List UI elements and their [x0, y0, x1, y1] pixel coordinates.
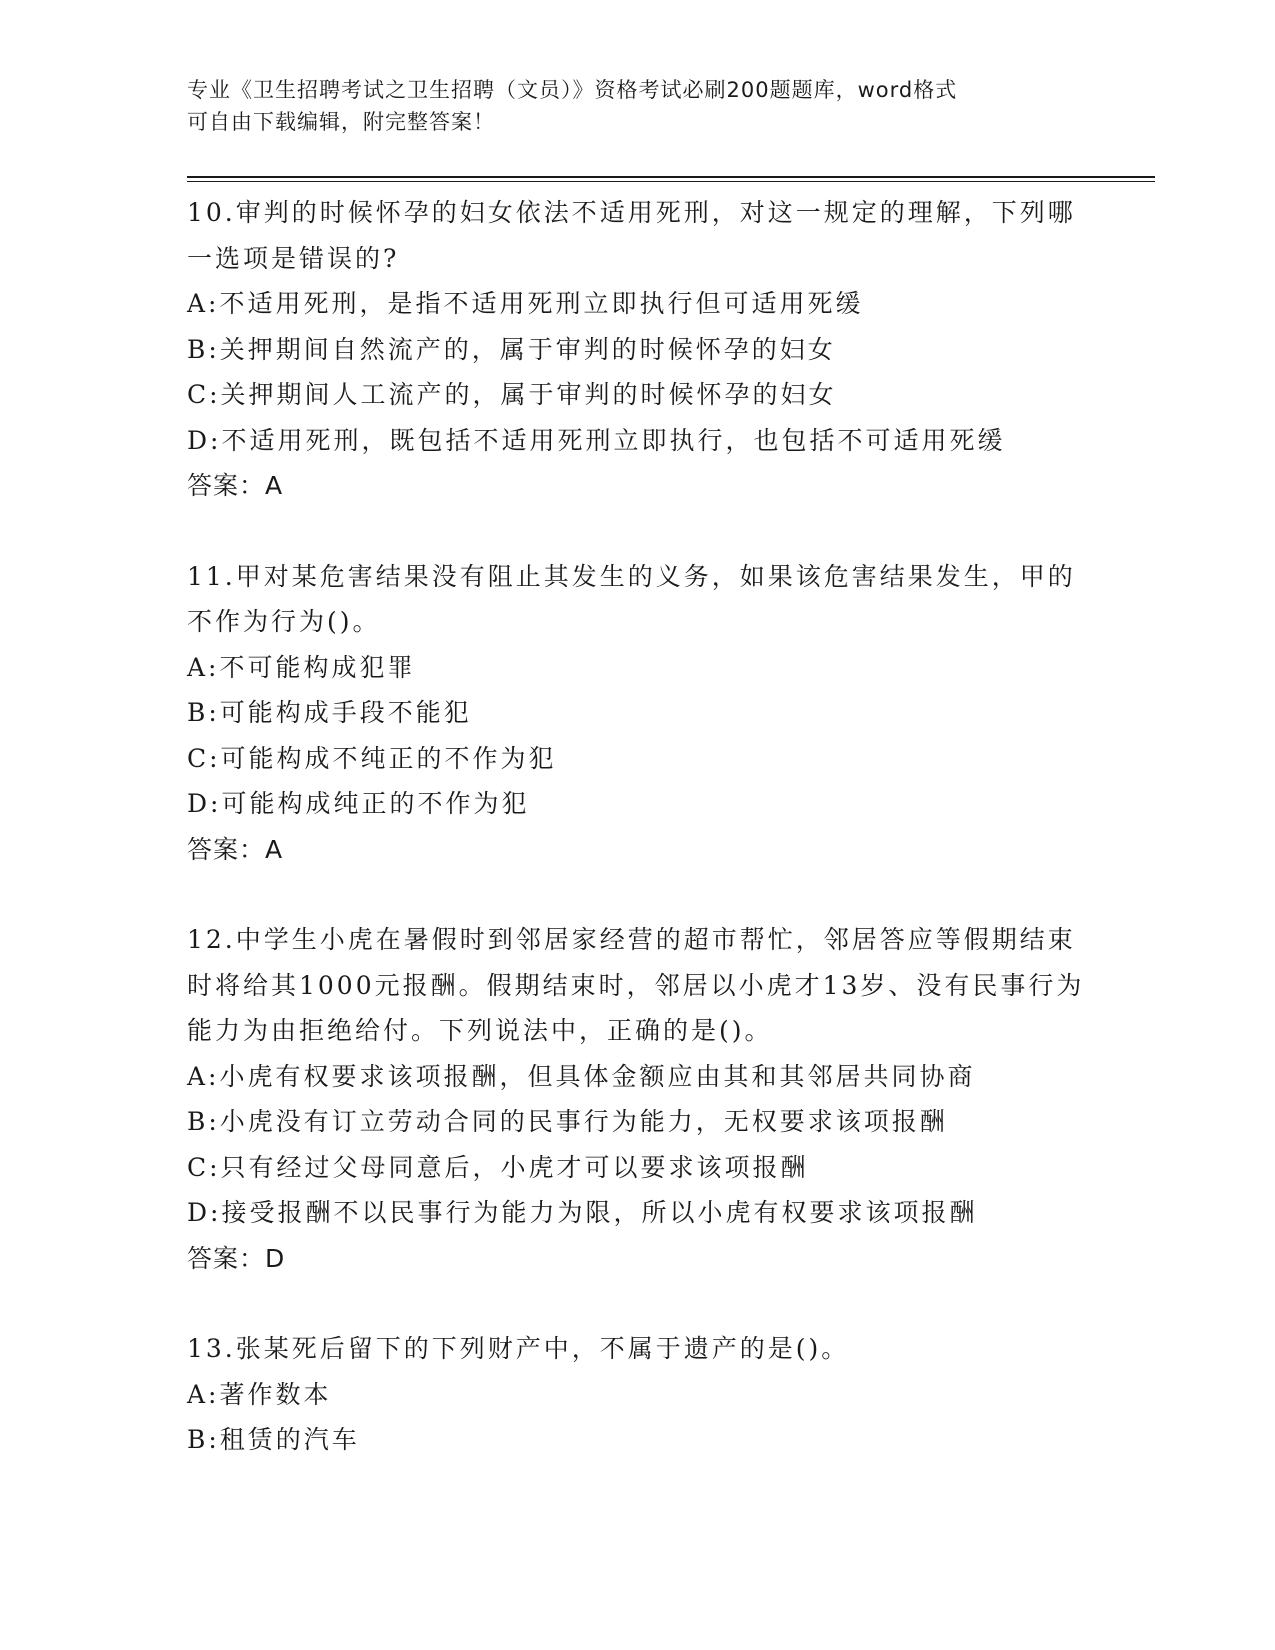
option-d: D:可能构成纯正的不作为犯 [187, 789, 530, 818]
document-header [187, 74, 1067, 138]
answer-line: 答案：A [187, 834, 284, 864]
option-b: B:租赁的汽车 [187, 1425, 360, 1454]
option-a: A:不可能构成犯罪 [187, 652, 416, 682]
option-c: C:可能构成不纯正的不作为犯 [187, 743, 557, 773]
option-d: D:接受报酬不以民事行为能力为限，所以小虎有权要求该项报酬 [187, 1198, 978, 1227]
header-divider-thick [187, 176, 1155, 178]
question-stem: 12.中学生小虎在暑假时到邻居家经营的超市帮忙，邻居答应等假期结束时将给其1000元报酬。假期结束时，邻居以小虎才13岁、没有民事行为能力为由拒绝给付。下列说法中，正确的是()。 [187, 925, 1085, 1045]
option-d: D:不适用死刑，既包括不适用死刑立即执行，也包括不可适用死缓 [187, 425, 1006, 455]
question-stem: 11.甲对某危害结果没有阻止其发生的义务，如果该危害结果发生，甲的不作为行为()。 [187, 561, 1076, 636]
question-stem: 10.审判的时候怀孕的妇女依法不适用死刑，对这一规定的理解，下列哪一选项是错误的? [187, 198, 1076, 273]
header-line-1: 专业《卫生招聘考试之卫生招聘（文员）》资格考试必刷200题题库，word格式 [187, 78, 958, 102]
option-b: B:可能构成手段不能犯 [187, 698, 472, 727]
header-divider-thin [187, 181, 1155, 182]
option-a: A:著作数本 [187, 1379, 332, 1409]
question-12 [187, 917, 1087, 1281]
option-b: B:关押期间自然流产的，属于审判的时候怀孕的妇女 [187, 334, 836, 364]
question-stem: 13.张某死后留下的下列财产中，不属于遗产的是()。 [187, 1334, 850, 1363]
option-c: C:关押期间人工流产的，属于审判的时候怀孕的妇女 [187, 380, 837, 409]
question-11 [187, 554, 1087, 873]
question-list [187, 190, 1087, 1463]
header-line-2: 可自由下载编辑，附完整答案！ [187, 110, 495, 134]
question-13 [187, 1326, 1087, 1463]
option-c: C:只有经过父母同意后，小虎才可以要求该项报酬 [187, 1152, 809, 1182]
option-a: A:不适用死刑，是指不适用死刑立即执行但可适用死缓 [187, 289, 864, 318]
option-a: A:小虎有权要求该项报酬，但具体金额应由其和其邻居共同协商 [187, 1061, 976, 1091]
answer-line: 答案：D [187, 1243, 286, 1273]
question-10 [187, 190, 1087, 509]
option-b: B:小虎没有订立劳动合同的民事行为能力，无权要求该项报酬 [187, 1107, 948, 1136]
answer-line: 答案：A [187, 471, 284, 500]
